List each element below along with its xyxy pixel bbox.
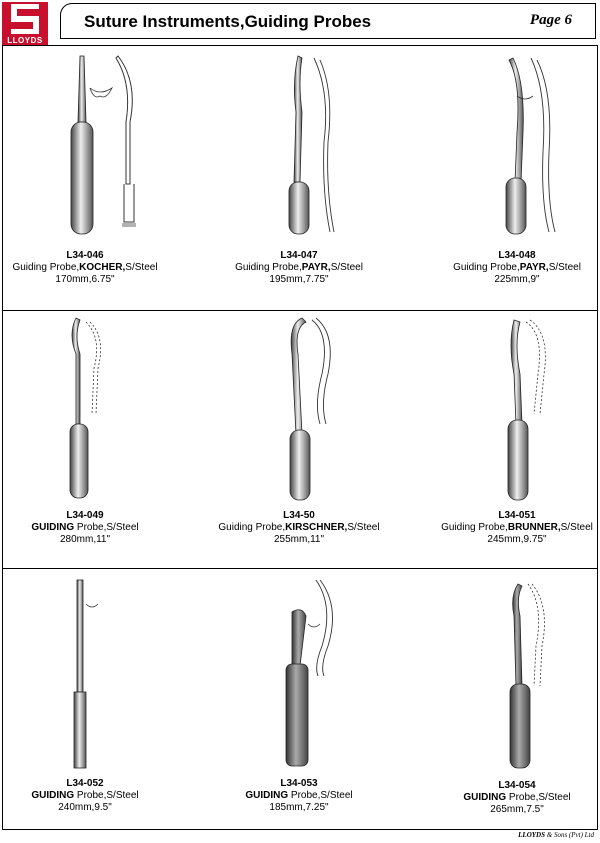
product-desc-bold: BRUNNER,: [507, 522, 561, 533]
product-size: 280mm,11": [59, 534, 111, 545]
product-desc-pre: Guiding Probe,: [235, 262, 302, 273]
product-desc-bold: PAYR,: [519, 262, 549, 273]
product-desc-post: S/Steel: [560, 522, 593, 533]
product-code: L34-054: [498, 780, 536, 791]
product-size: 185mm,7.25": [269, 802, 329, 813]
product-size: 245mm,9.75": [487, 534, 547, 545]
probe-image-l34-052: [66, 576, 106, 772]
product-desc-post: S/Steel: [347, 522, 380, 533]
product-code: L34-048: [498, 250, 536, 261]
row-divider: [2, 310, 598, 311]
row-divider: [2, 568, 598, 569]
probe-image-l34-50: [282, 314, 342, 506]
product-caption: [422, 250, 600, 286]
probe-image-l34-046: [60, 52, 170, 238]
probe-image-l34-053: [278, 576, 348, 772]
product-size: 265mm,7.5": [490, 804, 544, 815]
product-code: L34-049: [66, 510, 104, 521]
product-caption: [0, 778, 180, 814]
product-caption: [0, 510, 180, 546]
product-desc-post: Probe,S/Steel: [288, 790, 353, 801]
product-code: L34-052: [66, 778, 104, 789]
product-desc-bold: GUIDING: [245, 790, 289, 801]
probe-image-l34-054: [500, 576, 560, 772]
product-desc-post: S/Steel: [125, 262, 158, 273]
product-size: 255mm,11": [273, 534, 325, 545]
product-desc-pre: Guiding Probe,: [218, 522, 286, 533]
product-size: 170mm,6.75": [55, 274, 115, 285]
product-desc-bold: GUIDING: [31, 790, 75, 801]
page-number: Page 6: [529, 12, 572, 28]
footer-company: & Sons (Pvt) Ltd: [545, 831, 594, 839]
product-desc-pre: Guiding Probe,: [441, 522, 508, 533]
product-caption: [422, 780, 600, 816]
product-desc-bold: GUIDING: [463, 792, 507, 803]
probe-image-l34-048: [495, 52, 565, 238]
product-desc-bold: PAYR,: [301, 262, 331, 273]
product-caption: [204, 510, 394, 546]
product-code: L34-046: [66, 250, 104, 261]
logo-text: LLOYDS: [7, 36, 43, 45]
product-code: L34-051: [498, 510, 536, 521]
product-desc-post: Probe,S/Steel: [74, 790, 139, 801]
product-desc-bold: KOCHER,: [79, 262, 126, 273]
probe-image-l34-049: [64, 314, 114, 504]
product-desc-bold: GUIDING: [31, 522, 75, 533]
page-title: Suture Instruments,Guiding Probes: [84, 12, 372, 31]
product-size: 240mm,9.5": [58, 802, 112, 813]
product-desc-bold: KIRSCHNER,: [285, 522, 348, 533]
s-logo-icon: [11, 4, 39, 34]
product-caption: [0, 250, 180, 286]
probe-image-l34-047: [280, 52, 340, 238]
product-caption: [422, 510, 600, 546]
product-code: L34-047: [280, 250, 318, 261]
product-desc-post: Probe,S/Steel: [506, 792, 571, 803]
product-size: 225mm,9": [494, 274, 540, 285]
product-desc-post: S/Steel: [548, 262, 581, 273]
product-caption: [204, 778, 394, 814]
footer-brand: LLOYDS: [518, 831, 545, 839]
product-size: 195mm,7.75": [269, 274, 329, 285]
product-desc-pre: Guiding Probe,: [12, 262, 80, 273]
footer-credit: [518, 831, 594, 839]
product-code: L34-053: [280, 778, 318, 789]
lloyds-logo: [2, 2, 48, 46]
product-desc-post: Probe,S/Steel: [74, 522, 139, 533]
product-desc-pre: Guiding Probe,: [453, 262, 520, 273]
product-code: L34-50: [283, 510, 315, 521]
product-desc-post: S/Steel: [330, 262, 363, 273]
probe-image-l34-051: [500, 314, 560, 506]
product-caption: [204, 250, 394, 286]
